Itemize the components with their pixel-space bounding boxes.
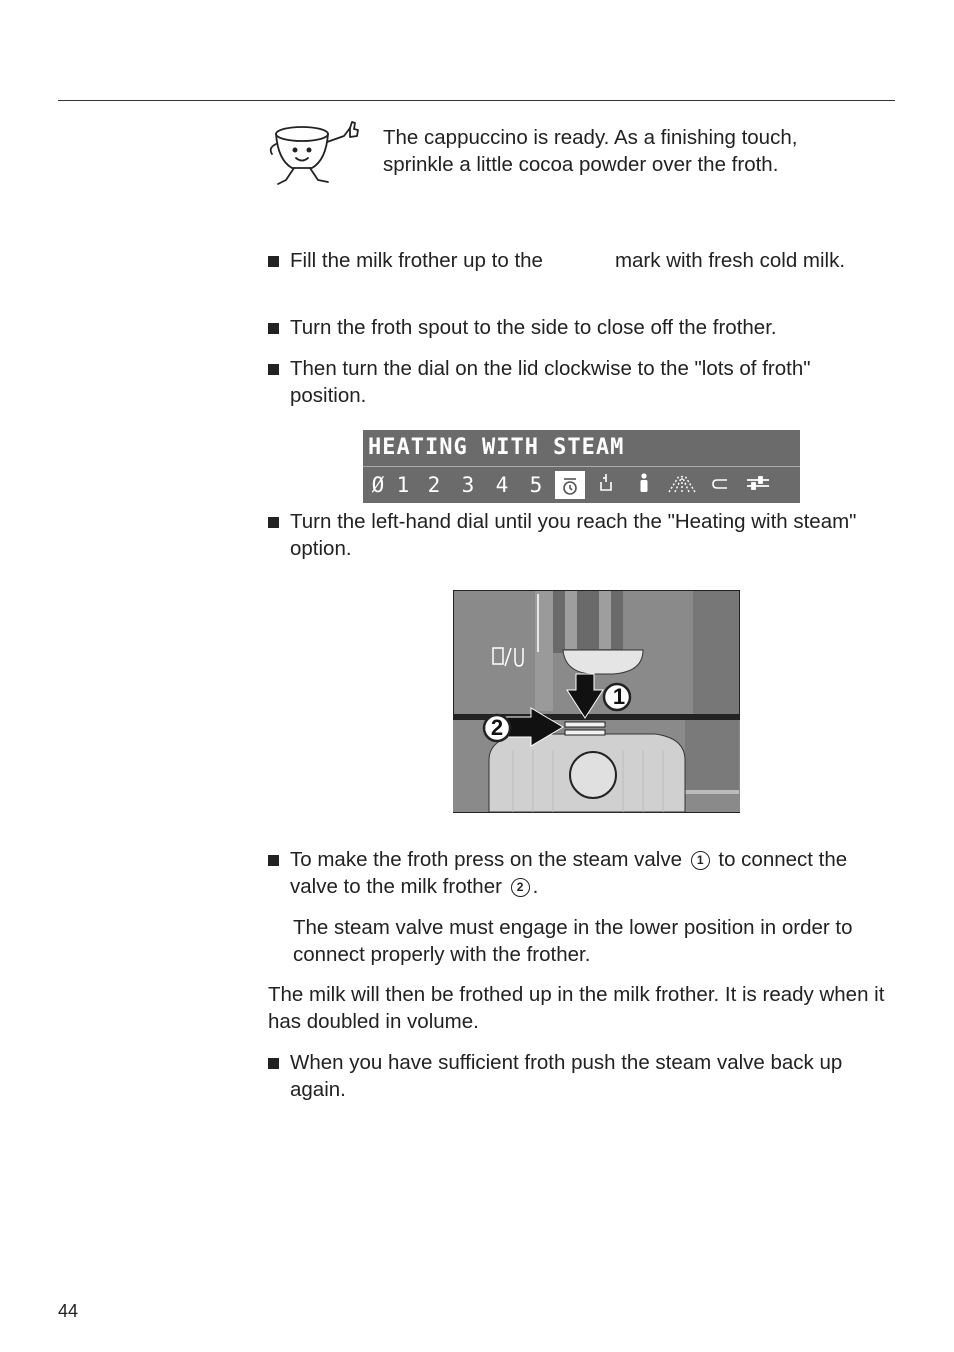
bullet-icon	[268, 364, 279, 375]
step-left-dial	[268, 508, 878, 562]
callout-one: 1	[612, 684, 626, 709]
step-text: to connect the valve to the milk frother	[290, 848, 848, 898]
descale-icon	[701, 472, 739, 499]
tip-text: The cappuccino is ready. As a finishing touch, sprinkle a little cocoa powder over the froth.	[383, 126, 798, 176]
settings-icon	[739, 472, 777, 499]
step-press-valve	[268, 846, 888, 900]
step-text: .	[532, 875, 539, 898]
step-text: To make the froth press on the steam valve	[290, 848, 682, 871]
callout-two-ref: 2	[511, 878, 530, 897]
display-zero: Ø	[371, 473, 385, 497]
bullet-icon	[268, 1058, 279, 1069]
display-options-row	[367, 468, 777, 502]
page-number: 44	[58, 1301, 79, 1321]
step-text: Turn the left-hand dial until you reach the "Heating with steam" option.	[290, 510, 857, 560]
header-rule	[58, 100, 895, 101]
callout-two: 2	[490, 715, 504, 740]
step-fill-frother	[268, 247, 878, 274]
note-text: The steam valve must engage in the lower position in order to connect properly with the frother.	[293, 916, 853, 966]
step-text: Turn the froth spout to the side to close off the frother.	[290, 316, 777, 339]
step-push-valve-back	[268, 1049, 888, 1103]
display-level: 1	[396, 473, 410, 497]
step-text: When you have sufficient froth push the steam valve back up again.	[290, 1051, 843, 1101]
bullet-icon	[268, 323, 279, 334]
callout-one-ref: 1	[691, 851, 710, 870]
display-level: 5	[529, 473, 543, 497]
display-level: 2	[427, 473, 441, 497]
steam-valve-illustration	[453, 590, 740, 813]
steam-selected-icon	[555, 471, 585, 499]
step-turn-dial	[268, 355, 878, 409]
person-icon	[625, 472, 663, 499]
display-divider	[363, 466, 800, 467]
bullet-icon	[268, 256, 279, 267]
display-level: 4	[495, 473, 509, 497]
display-level: 3	[461, 473, 475, 497]
step-text: mark with fresh cold milk.	[614, 249, 846, 272]
step-turn-spout	[268, 314, 878, 341]
cup-mascot-icon	[266, 120, 366, 190]
rinse-icon	[663, 472, 701, 499]
hot-water-icon	[587, 472, 625, 499]
machine-display	[363, 430, 800, 503]
result-paragraph: The milk will then be frothed up in the milk frother. It is ready when it has doubled in volume.	[268, 983, 885, 1033]
step-text: Then turn the dial on the lid clockwise to the "lots of froth" position.	[290, 357, 811, 407]
display-title: HEATING WITH STEAM	[368, 435, 625, 460]
step-text: Fill the milk frother up to the	[290, 249, 543, 272]
bullet-icon	[268, 517, 279, 528]
bullet-icon	[268, 855, 279, 866]
